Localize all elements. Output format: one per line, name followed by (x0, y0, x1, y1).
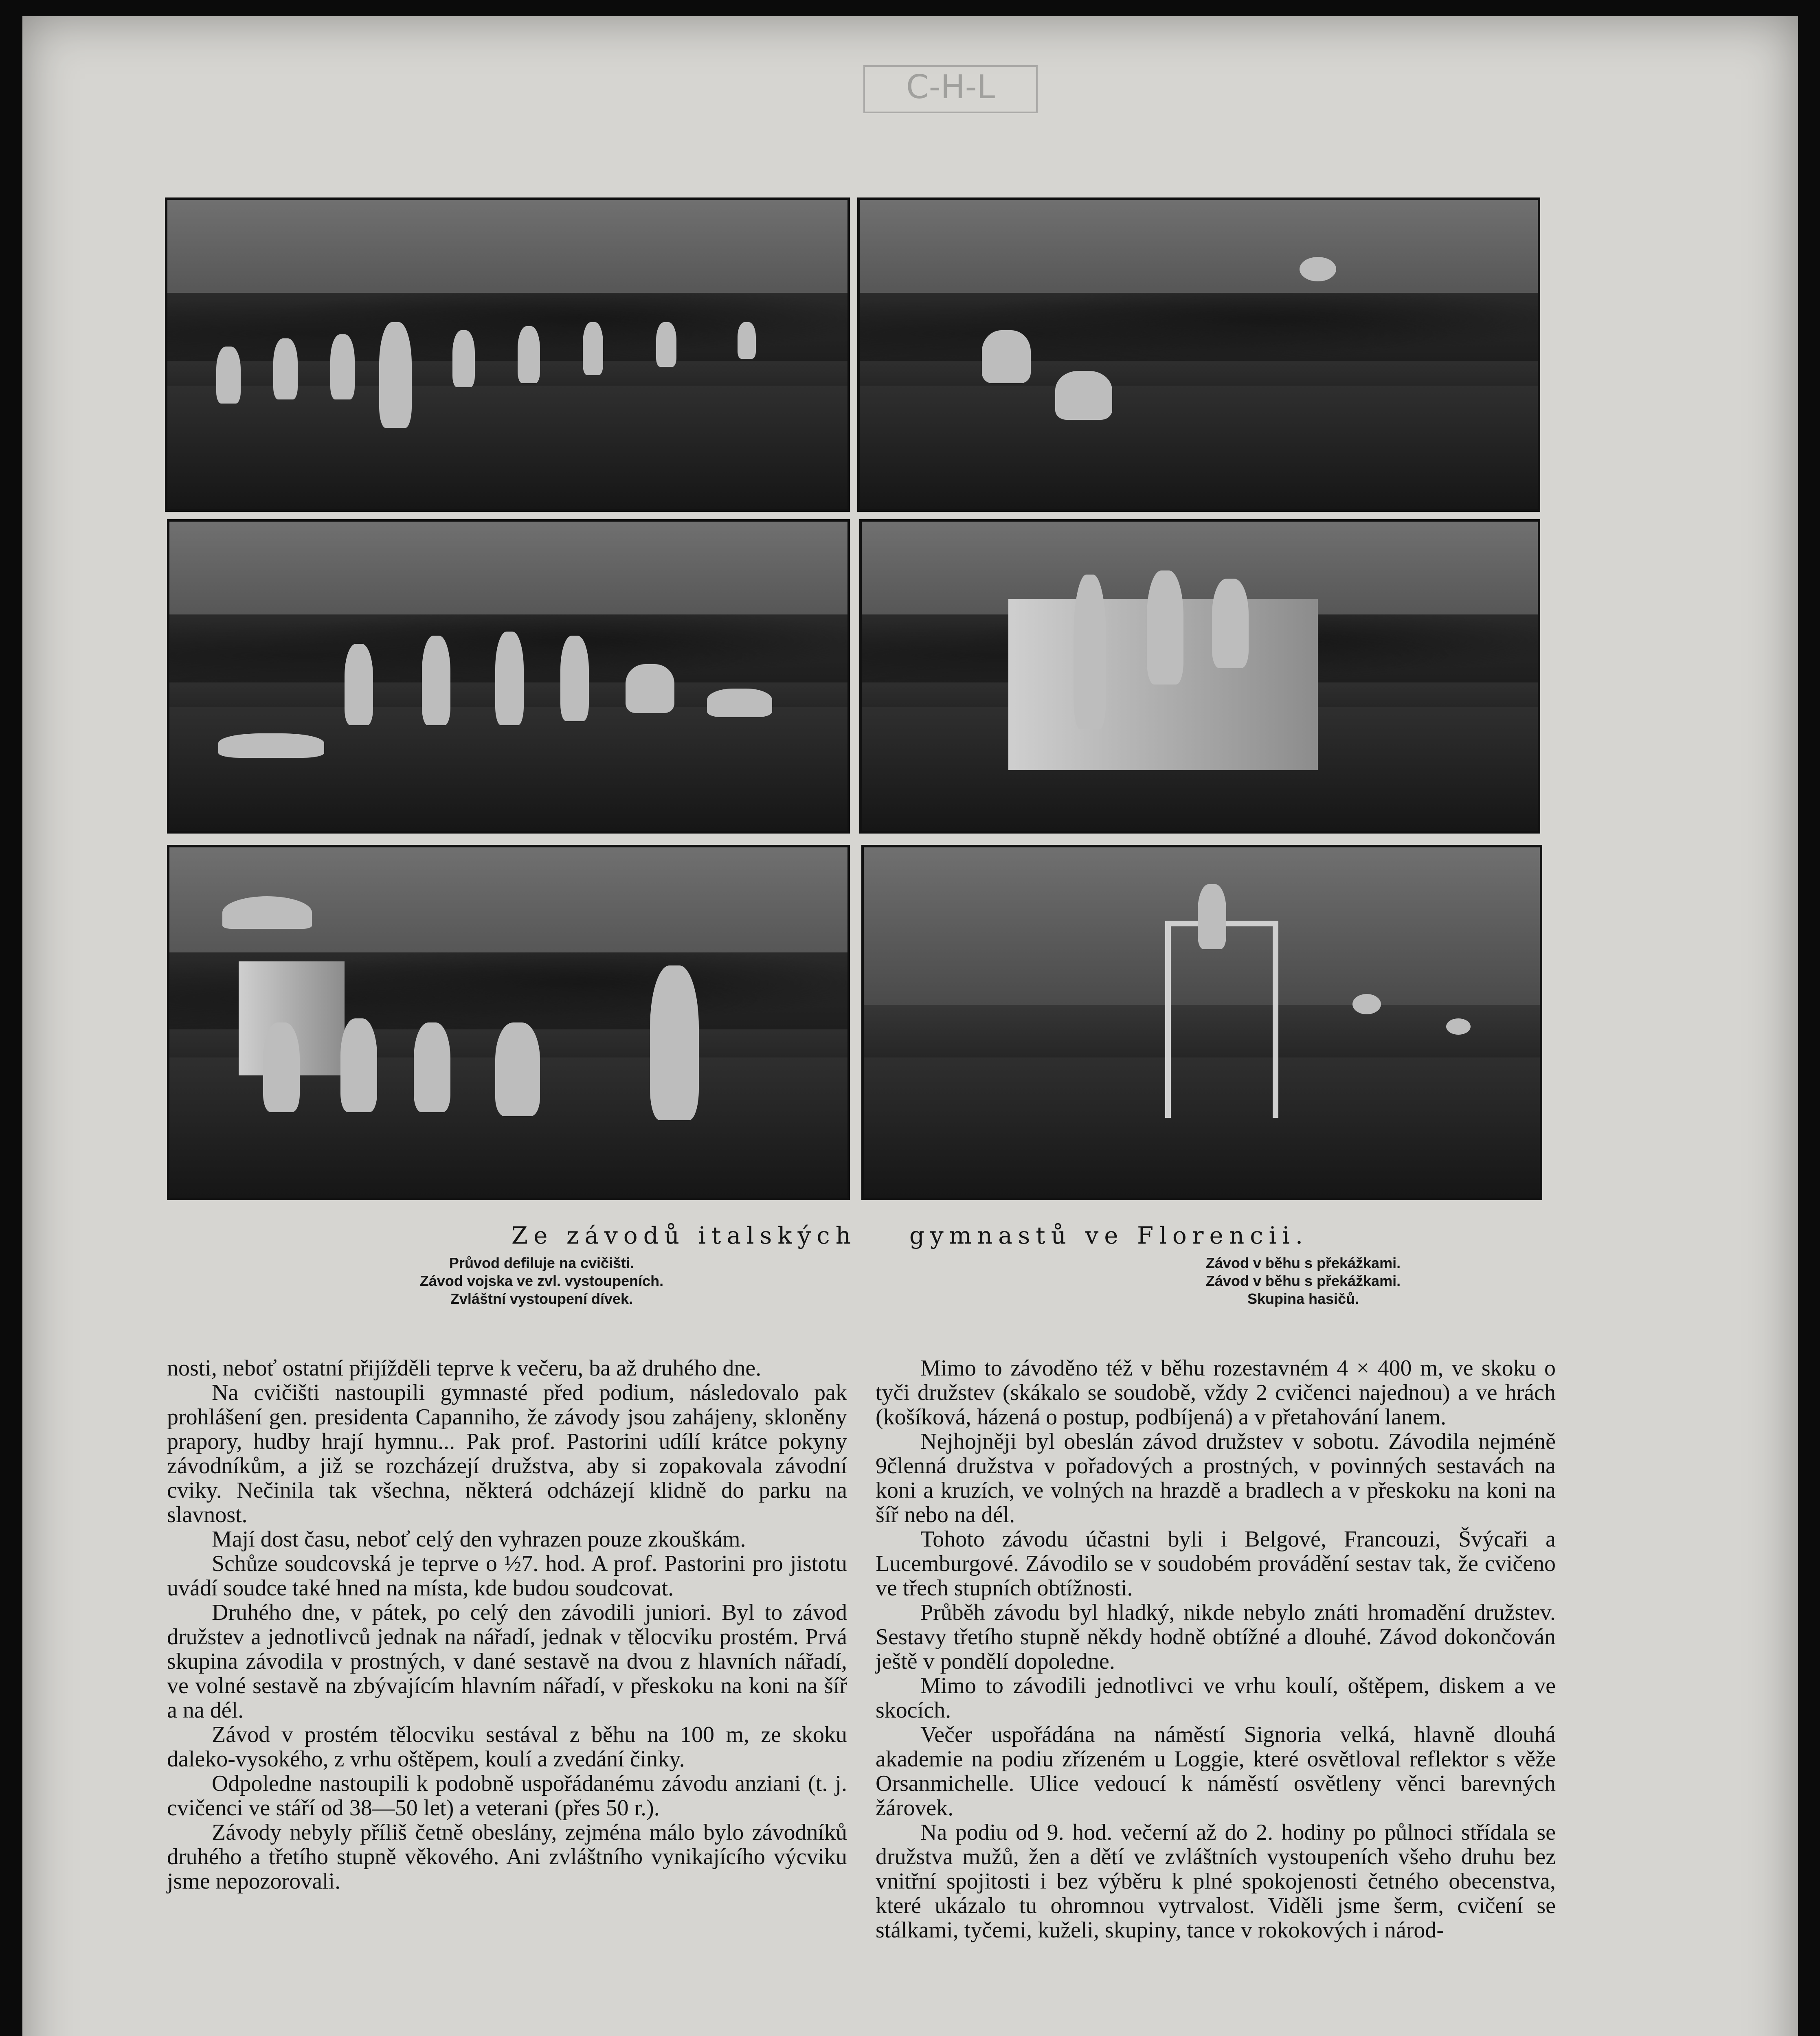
faded-stamp: C-H-L (863, 65, 1038, 113)
caption-right-list (1059, 1254, 1548, 1308)
caption-right-line: Skupina hasičů. (1247, 1290, 1359, 1307)
paragraph: Mají dost času, neboť celý den vyhrazen pouze zkouškám. (212, 1527, 746, 1552)
caption-left-list (297, 1254, 786, 1308)
photo-firemen-group (861, 845, 1542, 1200)
paragraph: Na podiu od 9. hod. večerní až do 2. hodiny po půlnoci střídala se družstva mužů, žen a dětí ve zvláštních vystoupeních všeho druhu bez vnitřní spojitosti i bez výběru k plné spokojenosti četného obecenstva, které ukázalo tu ohromnou vytrvalost. Viděli jsme šerm, cvičení se stálkami, tyčemi, kuželi, skupiny, tance v rokokových i národ- (876, 1820, 1556, 1943)
paragraph: Večer uspořádána na náměstí Signoria velká, hlavně dlouhá akademie na podiu zřízeném u Loggie, které osvětloval reflektor s věže Orsanmichelle. Ulice vedoucí k náměstí osvětleny věnci barevných žárovek. (876, 1722, 1556, 1821)
photo-girls-performance (167, 845, 850, 1200)
paragraph: Nejhojněji byl obeslán závod družstev v sobotu. Závodila nejméně 9členná družstva v pořadových a prostných, v povinných sestavách na koni a kruzích, ve volných na hrazdě a bradlech a v přeskoku na koni na šíř nebo na dél. (876, 1429, 1556, 1527)
article-left-column (167, 1356, 847, 1893)
caption-title-left: Ze závodů italských (511, 1222, 857, 1249)
caption-left-line: Zvláštní vystoupení dívek. (450, 1290, 633, 1307)
paragraph: Odpoledne nastoupili k podobně uspořádanému závodu anziani (t. j. cvičenci ve stáří od 38—50 let) a veterani (přes 50 r.). (167, 1771, 847, 1821)
paragraph: Tohoto závodu účastni byli i Belgové, Francouzi, Švýcaři a Lucemburgové. Závodilo se v soudobém provádění sestav tak, že cvičeno ve třech stupních obtížnosti. (876, 1527, 1556, 1601)
photo-hurdle-race-wall (859, 519, 1540, 834)
caption-right-line: Závod v běhu s překážkami. (1205, 1255, 1401, 1271)
paragraph: Schůze soudcovská je teprve o ½7. hod. A prof. Pastorini pro jistotu uvádí soudce také hned na místa, kde budou soudcovat. (167, 1551, 847, 1601)
caption-left-line: Průvod defiluje na cvičišti. (449, 1255, 634, 1271)
photo-procession (165, 197, 850, 512)
photo-hurdle-race-1 (857, 197, 1540, 512)
photo-army-display (167, 519, 850, 834)
photo-caption-title (0, 1222, 1820, 1249)
caption-right-line: Závod v běhu s překážkami. (1205, 1272, 1401, 1289)
paragraph: Mimo to závodili jednotlivci ve vrhu koulí, oštěpem, diskem a ve skocích. (876, 1673, 1556, 1723)
paragraph: Mimo to závoděno též v běhu rozestavném 4 × 400 m, ve skoku o tyči družstev (skákalo se soudobě, vždy 2 cvičenci najednou) a ve hrách (košíková, házená o postup, podbíjená) a v přetahování lanem. (876, 1356, 1556, 1430)
paragraph: nosti, neboť ostatní přijížděli teprve k večeru, ba až druhého dne. (167, 1356, 762, 1381)
paragraph: Závody nebyly příliš četně obeslány, zejména málo bylo závodníků druhého a třetího stupně věkového. Ani zvláštního vynikajícího výcviku jsme nepozorovali. (167, 1820, 847, 1894)
paragraph: Druhého dne, v pátek, po celý den závodili juniorі. Byl to závod družstev a jednotlivců jednak na nářadí, jednak v tělocviku prostém. Prvá skupina závodila v prostných, v dané sestavě na dvou z hlavních nářadí, ve volné sestavě na zbývajícím hlavním nářadí, v přeskoku na koni na šíř a na dél. (167, 1600, 847, 1723)
caption-left-line: Závod vojska ve zvl. vystoupeních. (419, 1272, 664, 1289)
paragraph: Průběh závodu byl hladký, nikde nebylo znáti hromadění družstev. Sestavy třetího stupně někdy hodně obtížné a dlouhé. Závod dokončován ještě v pondělí dopoledne. (876, 1600, 1556, 1674)
article-right-column (876, 1356, 1556, 1942)
paragraph: Na cvičišti nastoupili gymnasté před podium, následovalo pak prohlášení gen. presidenta Capanniho, že závody jsou zahájeny, skloněny prapory, hudby hrají hymnu... Pak prof. Pastorini udílí krátce pokyny závodníkům, a již se rozcházejí družstva, aby si zopakovala závodní cviky. Nečinila tak všechna, některá odcházejí klidně do parku na slavnost. (167, 1380, 847, 1527)
paragraph: Závod v prostém tělocviku sestával z běhu na 100 m, ze skoku daleko-vysokého, z vrhu oštěpem, koulí a zvedání činky. (167, 1722, 847, 1772)
caption-title-right: gymnastů ve Florencii. (909, 1222, 1309, 1249)
